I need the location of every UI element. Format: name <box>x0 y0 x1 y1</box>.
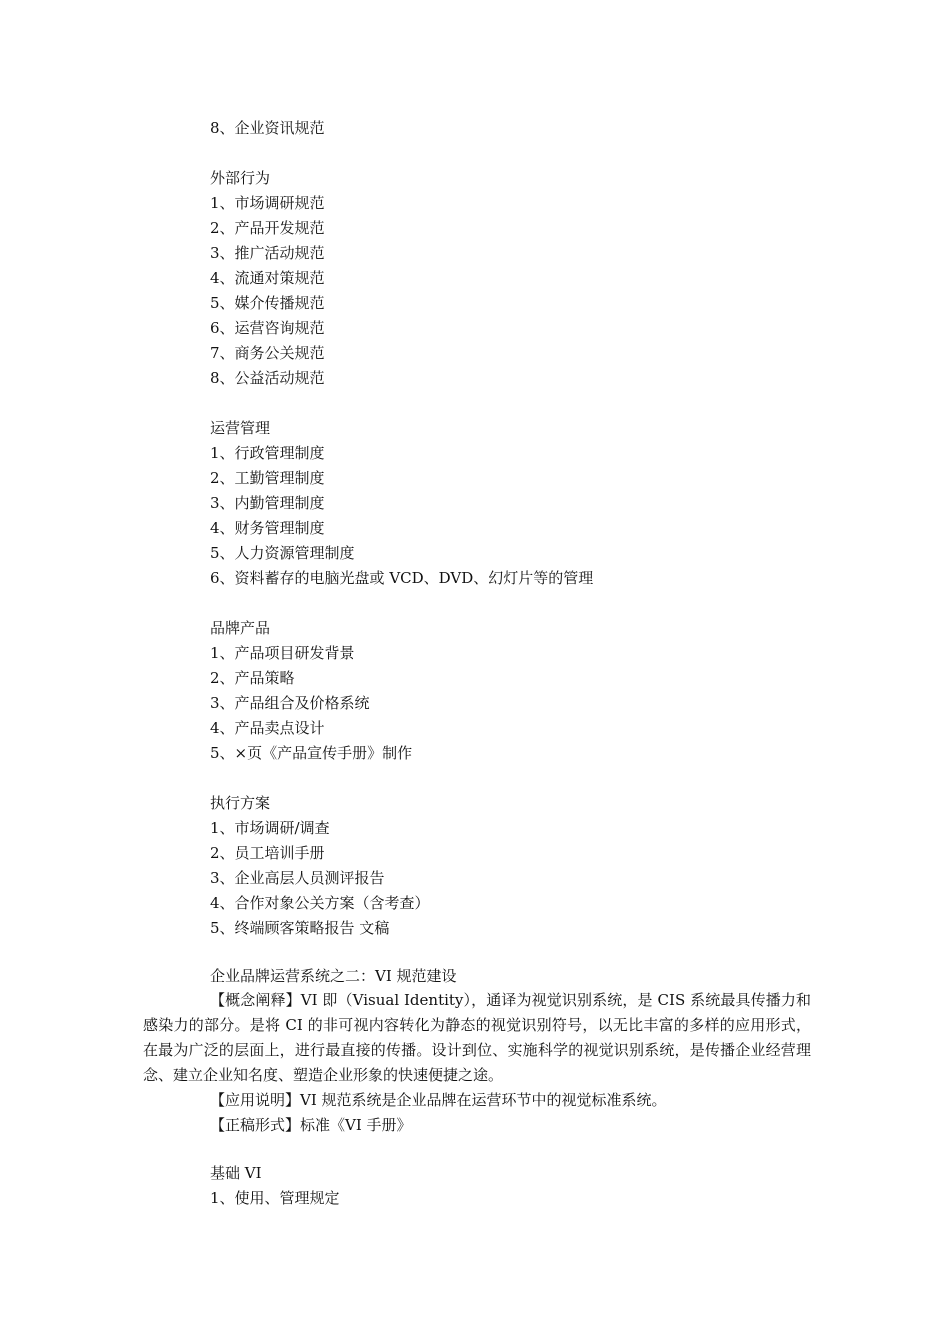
list-item: 8、企业资讯规范 <box>210 119 325 137</box>
list-item: 3、企业高层人员测评报告 <box>210 869 385 887</box>
list-item: 1、使用、管理规定 <box>210 1189 340 1207</box>
section-heading-execution: 执行方案 <box>210 794 271 812</box>
vi-formal-paragraph: 【正稿形式】标准《VI 手册》 <box>210 1116 412 1134</box>
list-item: 5、人力资源管理制度 <box>210 544 355 562</box>
list-item: 6、运营咨询规范 <box>210 319 325 337</box>
list-item: 2、产品开发规范 <box>210 219 325 237</box>
list-item: 1、行政管理制度 <box>210 444 325 462</box>
list-item: 8、公益活动规范 <box>210 369 325 387</box>
list-item: 5、终端顾客策略报告 文稿 <box>210 919 390 937</box>
list-item: 3、内勤管理制度 <box>210 494 325 512</box>
section-heading-basic-vi: 基础 VI <box>210 1164 262 1182</box>
list-item: 5、×页《产品宣传手册》制作 <box>210 744 413 762</box>
list-item: 1、市场调研/调查 <box>210 819 330 837</box>
list-item: 4、合作对象公关方案（含考查） <box>210 894 430 912</box>
list-item: 3、推广活动规范 <box>210 244 325 262</box>
list-item: 2、工勤管理制度 <box>210 469 325 487</box>
vi-application-paragraph: 【应用说明】VI 规范系统是企业品牌在运营环节中的视觉标准系统。 <box>210 1091 667 1109</box>
list-item: 2、产品策略 <box>210 669 295 687</box>
list-item: 1、产品项目研发背景 <box>210 644 355 662</box>
vi-concept-paragraph: 【概念阐释】VI 即（Visual Identity），通译为视觉识别系统，是 CIS 系统最具传播力和感染力的部分。是将 CI 的非可视内容转化为静态的视觉识别符号，以无比丰富的多样的应用形式，在最为广泛的层面上，进行最直接的传播。设计到位、实施科学的视觉识别系统，是传播企业经营理念、建立企业知名度、塑造企业形象的快速便捷之途。 <box>143 991 811 1084</box>
list-item: 3、产品组合及价格系统 <box>210 694 370 712</box>
list-item: 1、市场调研规范 <box>210 194 325 212</box>
list-item: 2、员工培训手册 <box>210 844 325 862</box>
section-heading-brand-products: 品牌产品 <box>210 619 271 637</box>
list-item: 5、媒介传播规范 <box>210 294 325 312</box>
list-item: 4、产品卖点设计 <box>210 719 325 737</box>
section-heading-external-behavior: 外部行为 <box>210 169 271 187</box>
list-item: 4、财务管理制度 <box>210 519 325 537</box>
list-item: 7、商务公关规范 <box>210 344 325 362</box>
section-heading-operations: 运营管理 <box>210 419 271 437</box>
list-item: 6、资料蓄存的电脑光盘或 VCD、DVD、幻灯片等的管理 <box>210 569 594 587</box>
list-item: 4、流通对策规范 <box>210 269 325 287</box>
vi-section-title: 企业品牌运营系统之二：VI 规范建设 <box>210 967 457 985</box>
